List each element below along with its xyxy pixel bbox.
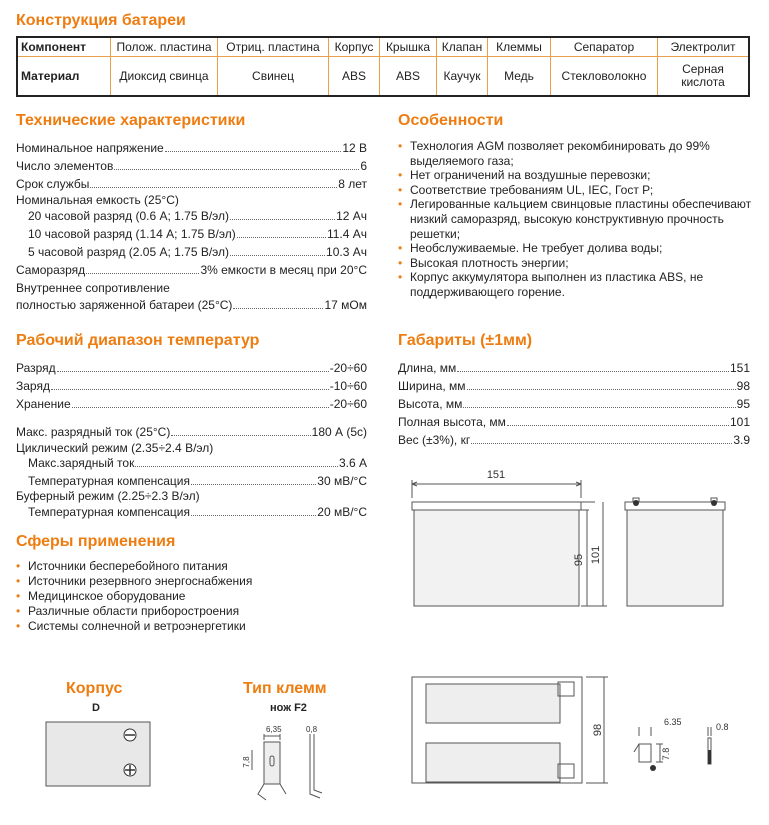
table-header: Отриц. пластина [218,37,329,57]
list-item: • Источники бесперебойного питания [16,559,366,574]
temp-row-storage: Хранение -20÷60 [16,397,367,411]
terminal-dim-a: 6,35 [266,725,282,734]
list-item: • Высокая плотность энергии; [398,256,750,271]
list-item: • Технология AGM позволяет рекомбинировать до 99% выделяемого газа; [398,139,720,168]
spec-row-cap20: 20 часовой разряд (0.6 А; 1.75 В/эл) 12 Ач [28,209,367,223]
float-title: Буферный режим (2.25÷2.3 В/эл) [16,489,200,503]
row-max-charge: Макс.зарядный ток 3.6 А [28,456,367,470]
applications-title: Сферы применения [16,533,176,550]
battery-side-drawings [395,460,755,620]
dim-row-height: Высота, мм 95 [398,397,750,411]
dim-row-weight: Вес (±3%), кг 3.9 [398,433,750,447]
spec-row-resistance: полностью заряженной батареи (25°С) 17 мОм [16,298,367,312]
spec-row-life: Срок службы 8 лет [16,177,367,191]
dimensions-title: Габариты (±1мм) [398,332,533,349]
applications-list [16,559,366,634]
dim-row-total-height: Полная высота, мм 101 [398,415,750,429]
spec-row-cells: Число элементов 6 [16,159,367,173]
housing-title: Корпус [66,680,123,697]
table-cell: Свинец [218,57,329,97]
table-header: Корпус [329,37,380,57]
table-header: Сепаратор [551,37,658,57]
drawing-term-w-label: 6.35 [664,717,682,727]
table-cell: ABS [329,57,380,97]
drawing-term-h-label: 7.8 [661,747,671,761]
temp-row-discharge: Разряд -20÷60 [16,361,367,375]
spec-row-cap10: 10 часовой разряд (1.14 А; 1.75 В/эл) 11.4 Ач [28,227,367,241]
drawing-term-t-label: 0.8 [716,722,729,732]
temperature-title: Рабочий диапазон температур [16,332,260,349]
list-item: • Медицинское оборудование [16,589,366,604]
capacity-title: Номинальная емкость (25°С) [16,193,179,207]
construction-title: Конструкция батареи [16,12,186,29]
list-item: • Нет ограничений на воздушные перевозки; [398,168,750,183]
list-item: • Соответствие требованиям UL, IEC, Гост Р; [398,183,750,198]
table-cell: Диоксид свинца [111,57,218,97]
terminal-dim-b: 0,8 [306,725,318,734]
table-header: Полож. пластина [111,37,218,57]
table-header: Клапан [437,37,488,57]
dim-row-width: Ширина, мм 98 [398,379,750,393]
row-temp-comp-cyclic: Температурная компенсация 30 мВ/°С [28,474,367,488]
temp-row-charge: Заряд -10÷60 [16,379,367,393]
drawing-width-label: 98 [592,723,604,737]
table-header: Компонент [17,37,111,57]
drawing-total-height-label: 101 [590,545,602,565]
spec-row-self-discharge: Саморазряд 3% емкости в месяц при 20°С [16,263,367,277]
cyclic-title: Циклический режим (2.35÷2.4 В/эл) [16,441,214,455]
terminal-dim-c: 7,8 [242,756,251,768]
specs-title: Технические характеристики [16,112,246,129]
features-title: Особенности [398,112,504,129]
table-cell: Материал [17,57,111,97]
housing-drawing [44,720,154,790]
spec-row-voltage: Номинальное напряжение 12 В [16,141,367,155]
table-cell: Стекловолокно [551,57,658,97]
drawing-height-label: 95 [573,553,585,567]
construction-table [16,36,750,97]
table-header: Крышка [380,37,437,57]
table-cell: Медь [488,57,551,97]
list-item: • Источники резервного энергоснабжения [16,574,366,589]
drawing-length-label: 151 [486,469,506,481]
features-list [398,139,750,300]
terminal-title: Тип клемм [243,680,327,697]
list-item: • Необслуживаемые. Не требует долива воды; [398,241,750,256]
list-item: • Системы солнечной и ветроэнергетики [16,619,366,634]
battery-top-drawing [408,672,763,792]
table-header: Клеммы [488,37,551,57]
row-max-discharge: Макс. разрядный ток (25°С) 180 А (5с) [16,425,367,439]
spec-row-cap5: 5 часовой разряд (2.05 А; 1.75 В/эл) 10.3 Ач [28,245,367,259]
row-temp-comp-float: Температурная компенсация 20 мВ/°С [28,505,367,519]
table-header: Электролит [658,37,750,57]
terminal-drawing [236,720,336,810]
table-cell: ABS [380,57,437,97]
list-item: • Корпус аккумулятора выполнен из пластика ABS, не поддерживающего горение. [398,270,720,299]
table-cell: Серная кислота [658,57,750,97]
list-item: • Различные области приборостроения [16,604,366,619]
terminal-type: нож F2 [270,702,307,714]
dim-row-length: Длина, мм 151 [398,361,750,375]
list-item: • Легированные кальцием свинцовые пластины обеспечивают низкий саморазряд, высокую конструктивную прочность решетки; [398,197,755,241]
resistance-title: Внутреннее сопротивление [16,281,170,295]
housing-type: D [92,702,100,714]
table-cell: Каучук [437,57,488,97]
